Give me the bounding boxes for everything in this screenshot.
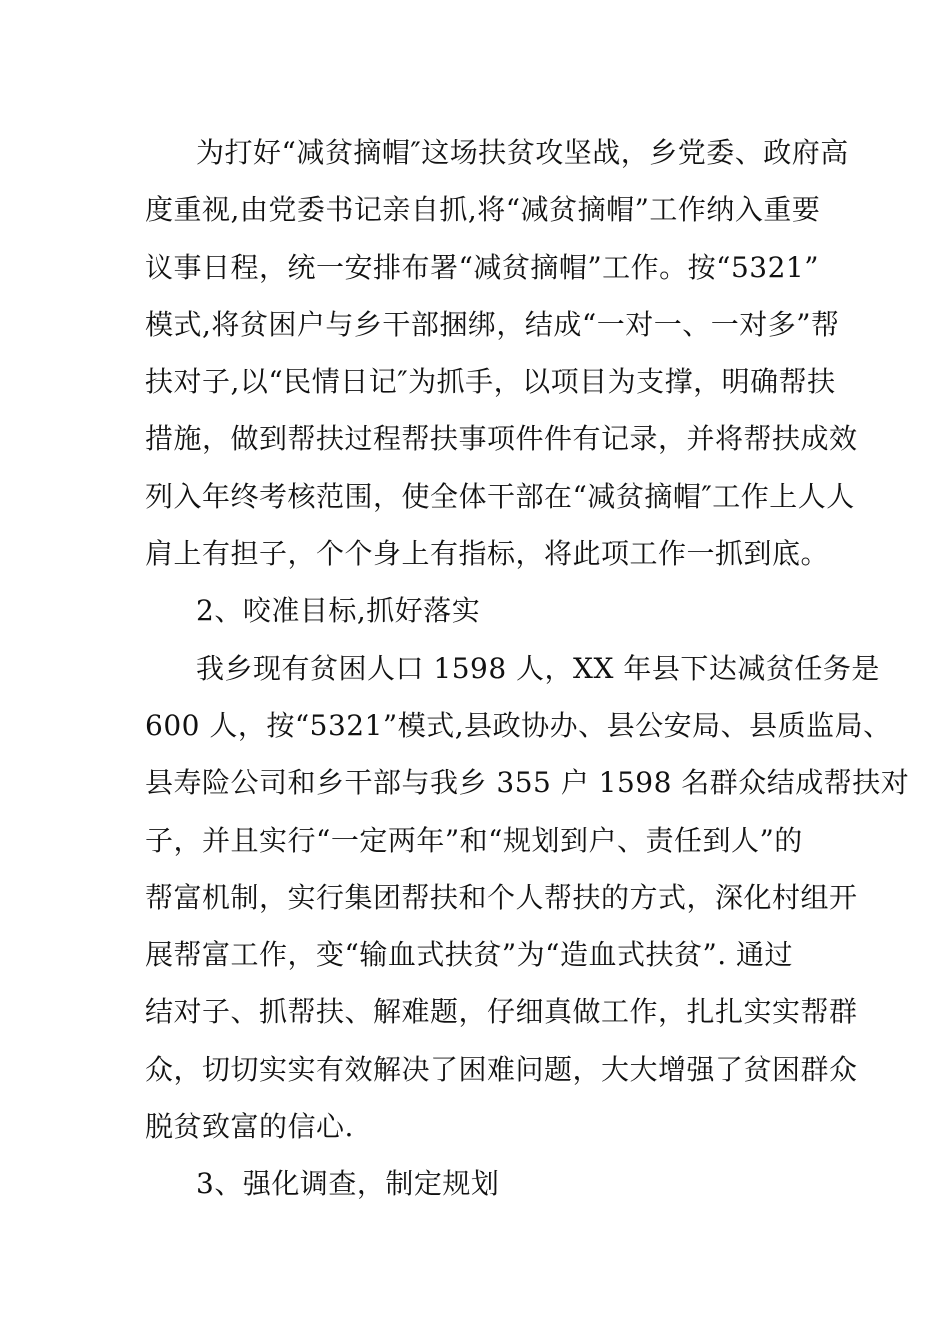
paragraph-2-line: 脱贫致富的信心.	[145, 1110, 354, 1144]
paragraph-1-line: 肩上有担子，个个身上有指标，将此项工作一抓到底。	[145, 537, 830, 571]
paragraph-1-line: 模式,将贫困户与乡干部捆绑，结成“一对一、一对多”帮	[145, 307, 840, 341]
paragraph-1-line: 议事日程，统一安排布署“减贫摘帽”工作。按“5321”	[145, 250, 820, 284]
paragraph-1-line: 扶对子,以“民情日记″为抓手，以项目为支撑，明确帮扶	[145, 365, 836, 399]
section-heading-2: 2、咬准目标,抓好落实	[196, 594, 481, 628]
paragraph-1-line: 度重视,由党委书记亲自抓,将“减贫摘帽”工作纳入重要	[145, 193, 821, 227]
paragraph-2-line: 展帮富工作，变“输血式扶贫”为“造血式扶贫”. 通过	[145, 938, 794, 972]
paragraph-2-line: 结对子、抓帮扶、解难题，仔细真做工作，扎扎实实帮群	[145, 995, 858, 1029]
paragraph-2-line: 600 人，按“5321”模式,县政协办、县公安局、县质监局、	[145, 708, 892, 742]
paragraph-2-line: 众，切切实实有效解决了困难问题，大大增强了贫困群众	[145, 1052, 858, 1086]
paragraph-1-line: 措施，做到帮扶过程帮扶事项件件有记录，并将帮扶成效	[145, 422, 858, 456]
paragraph-2-line: 子，并且实行“一定两年”和“规划到户、责任到人”的	[145, 823, 803, 857]
paragraph-2-line: 县寿险公司和乡干部与我乡 355 户 1598 名群众结成帮扶对	[145, 766, 910, 800]
section-heading-3: 3、强化调查，制定规划	[196, 1167, 500, 1201]
paragraph-2-line: 帮富机制，实行集团帮扶和个人帮扶的方式，深化村组开	[145, 880, 858, 914]
paragraph-2-line: 我乡现有贫困人口 1598 人，XX 年县下达减贫任务是	[196, 651, 880, 685]
document-body	[145, 124, 910, 1213]
paragraph-1-line: 为打好“减贫摘帽″这场扶贫攻坚战，乡党委、政府高	[196, 136, 849, 169]
paragraph-1-line: 列入年终考核范围，使全体干部在“减贫摘帽″工作上人人	[145, 479, 855, 513]
